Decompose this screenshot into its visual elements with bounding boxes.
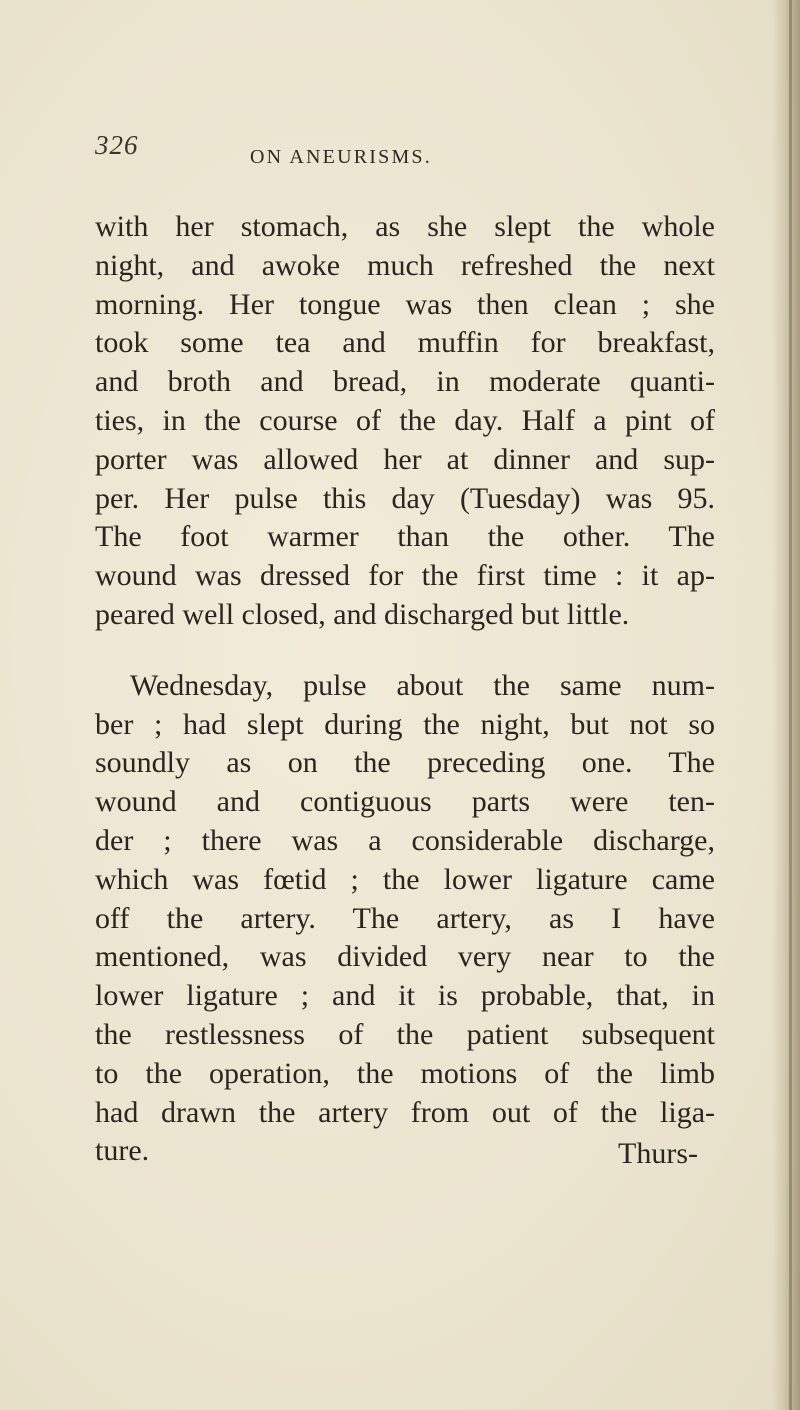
paragraph-gap <box>95 635 715 667</box>
paragraph-2 <box>95 667 715 1171</box>
text-line: off the artery. The artery, as I have <box>95 901 715 935</box>
text-line: the restlessness of the patient subsequent <box>95 1017 715 1051</box>
text-line: wound and contiguous parts were ten- <box>95 785 715 819</box>
text-line: der ; there was a considerable discharge, <box>95 823 715 857</box>
text-line: night, and awoke much refreshed the next <box>95 248 715 282</box>
text-line: to the operation, the motions of the limb <box>95 1056 715 1090</box>
text-line: Wednesday, pulse about the same num- <box>130 668 715 702</box>
text-line: wound was dressed for the first time : it ap- <box>95 559 715 593</box>
text-line: took some tea and muffin for breakfast, <box>95 326 715 360</box>
text-line: The foot warmer than the other. The <box>95 520 715 554</box>
catchword: Thurs- <box>618 1137 698 1170</box>
text-line: ber ; had slept during the night, but not so <box>95 707 715 741</box>
text-line: mentioned, was divided very near to the <box>95 940 715 974</box>
text-line: which was fœtid ; the lower ligature came <box>95 862 715 896</box>
paragraph-1 <box>95 208 715 635</box>
text-line: with her stomach, as she slept the whole <box>95 210 715 243</box>
text-line: lower ligature ; and it is probable, that, in <box>95 979 715 1013</box>
body-text <box>95 208 715 1171</box>
text-line: ture. <box>95 1134 150 1168</box>
text-line: soundly as on the preceding one. The <box>95 746 715 780</box>
running-head: ON ANEURISMS. <box>250 146 432 168</box>
page-number: 326 <box>95 130 139 160</box>
page-edge-line <box>789 0 792 1410</box>
text-line: per. Her pulse this day (Tuesday) was 95. <box>95 481 715 515</box>
text-line: had drawn the artery from out of the liga- <box>95 1095 715 1129</box>
text-line: peared well closed, and discharged but little. <box>95 597 630 631</box>
page-edge-shadow <box>772 0 800 1410</box>
text-line: porter was allowed her at dinner and sup- <box>95 442 715 476</box>
text-line: morning. Her tongue was then clean ; she <box>95 287 715 321</box>
text-line: ties, in the course of the day. Half a pint of <box>95 403 715 437</box>
text-line: and broth and bread, in moderate quanti- <box>95 365 715 399</box>
